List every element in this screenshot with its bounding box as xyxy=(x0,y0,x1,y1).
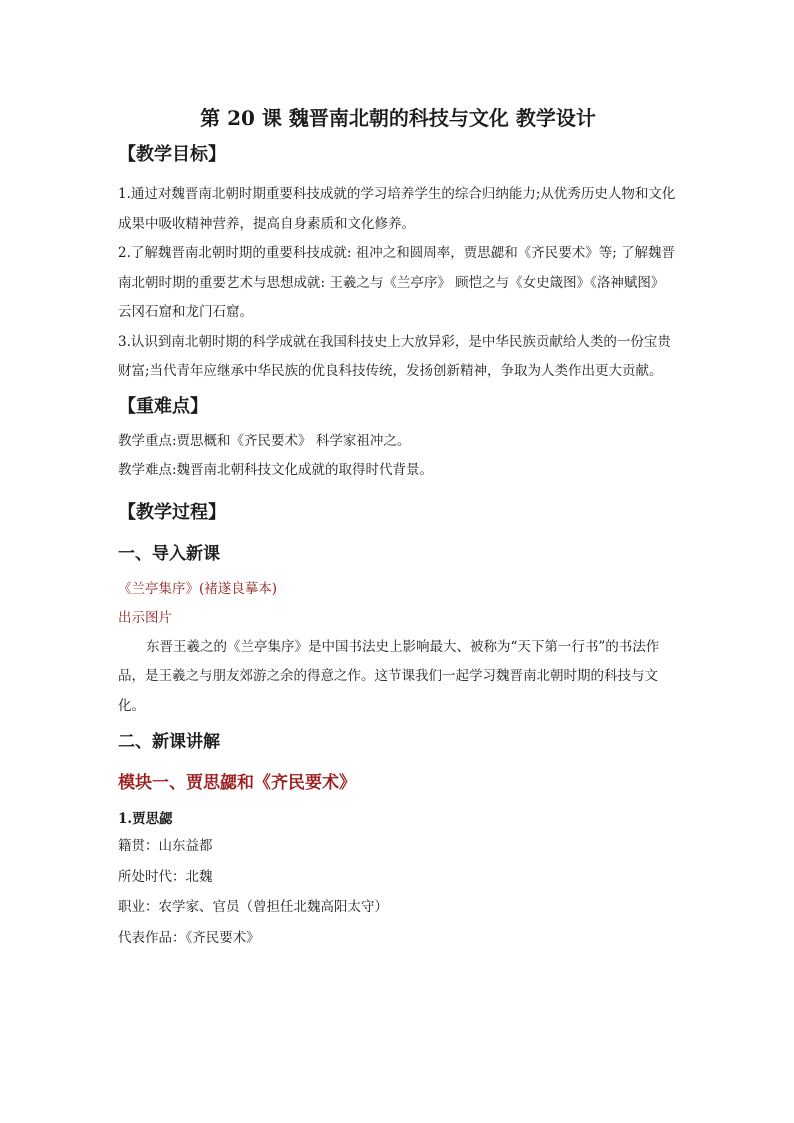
artwork-title: 《兰亭集序》(褚遂良摹本) xyxy=(118,580,278,597)
intro-paragraph: 东晋王羲之的《兰亭集序》是中国书法史上影响最大、被称为“天下第一行书”的书法作品，是王羲之与朋友郊游之余的得意之作。这节课我们一起学习魏晋南北朝时期的科技与文化。 xyxy=(118,638,660,714)
document-title: 第 20 课 魏晋南北朝的科技与文化 教学设计 xyxy=(200,106,596,130)
new-lesson-heading: 二、新课讲解 xyxy=(118,732,220,752)
objective-item-3: 3.认识到南北朝时期的科学成就在我国科技史上大放异彩，是中华民族贡献给人类的一份宝贵财富;当代青年应继承中华民族的优良科技传统，发扬创新精神，争取为人类作出更大贡献。 xyxy=(118,333,671,379)
objectives-heading: 【教学目标】 xyxy=(118,144,226,165)
key-points-heading: 【重难点】 xyxy=(118,395,208,417)
document-page xyxy=(118,96,678,953)
native-place: 籍贯：山东益都 xyxy=(118,838,213,854)
person-title: 1.贾思勰 xyxy=(118,811,173,827)
objective-item-2: 2.了解魏晋南北朝时期的重要科技成就: 祖冲之和圆周率，贾思勰和《齐民要术》等; 了解魏晋南北朝时期的重要艺术与思想成就: 王羲之与《兰亭序》 顾恺之与《女史箴图》《洛神赋图》 云冈石窟和龙门石窟。 xyxy=(118,245,676,320)
module-1-heading: 模块一、贾思勰和《齐民要术》 xyxy=(118,773,356,793)
era: 所处时代：北魏 xyxy=(118,868,213,885)
teaching-focus: 教学重点:贾思概和《齐民要术》 科学家祖冲之。 xyxy=(118,432,411,449)
show-image-label: 出示图片 xyxy=(118,609,172,626)
teaching-difficulty: 教学难点:魏晋南北朝科技文化成就的取得时代背景。 xyxy=(118,462,434,478)
process-heading: 【教学过程】 xyxy=(118,501,226,523)
representative-works: 代表作品：《齐民要术》 xyxy=(118,929,260,946)
intro-heading: 一、导入新课 xyxy=(118,543,220,564)
occupation: 职业：农学家、官员（曾担任北魏高阳太守） xyxy=(118,899,388,915)
objective-item-1: 1.通过对魏晋南北朝时期重要科技成就的学习培养学生的综合归纳能力;从优秀历史人物和文化成果中吸收精神营养，提高自身素质和文化修养。 xyxy=(118,186,676,232)
